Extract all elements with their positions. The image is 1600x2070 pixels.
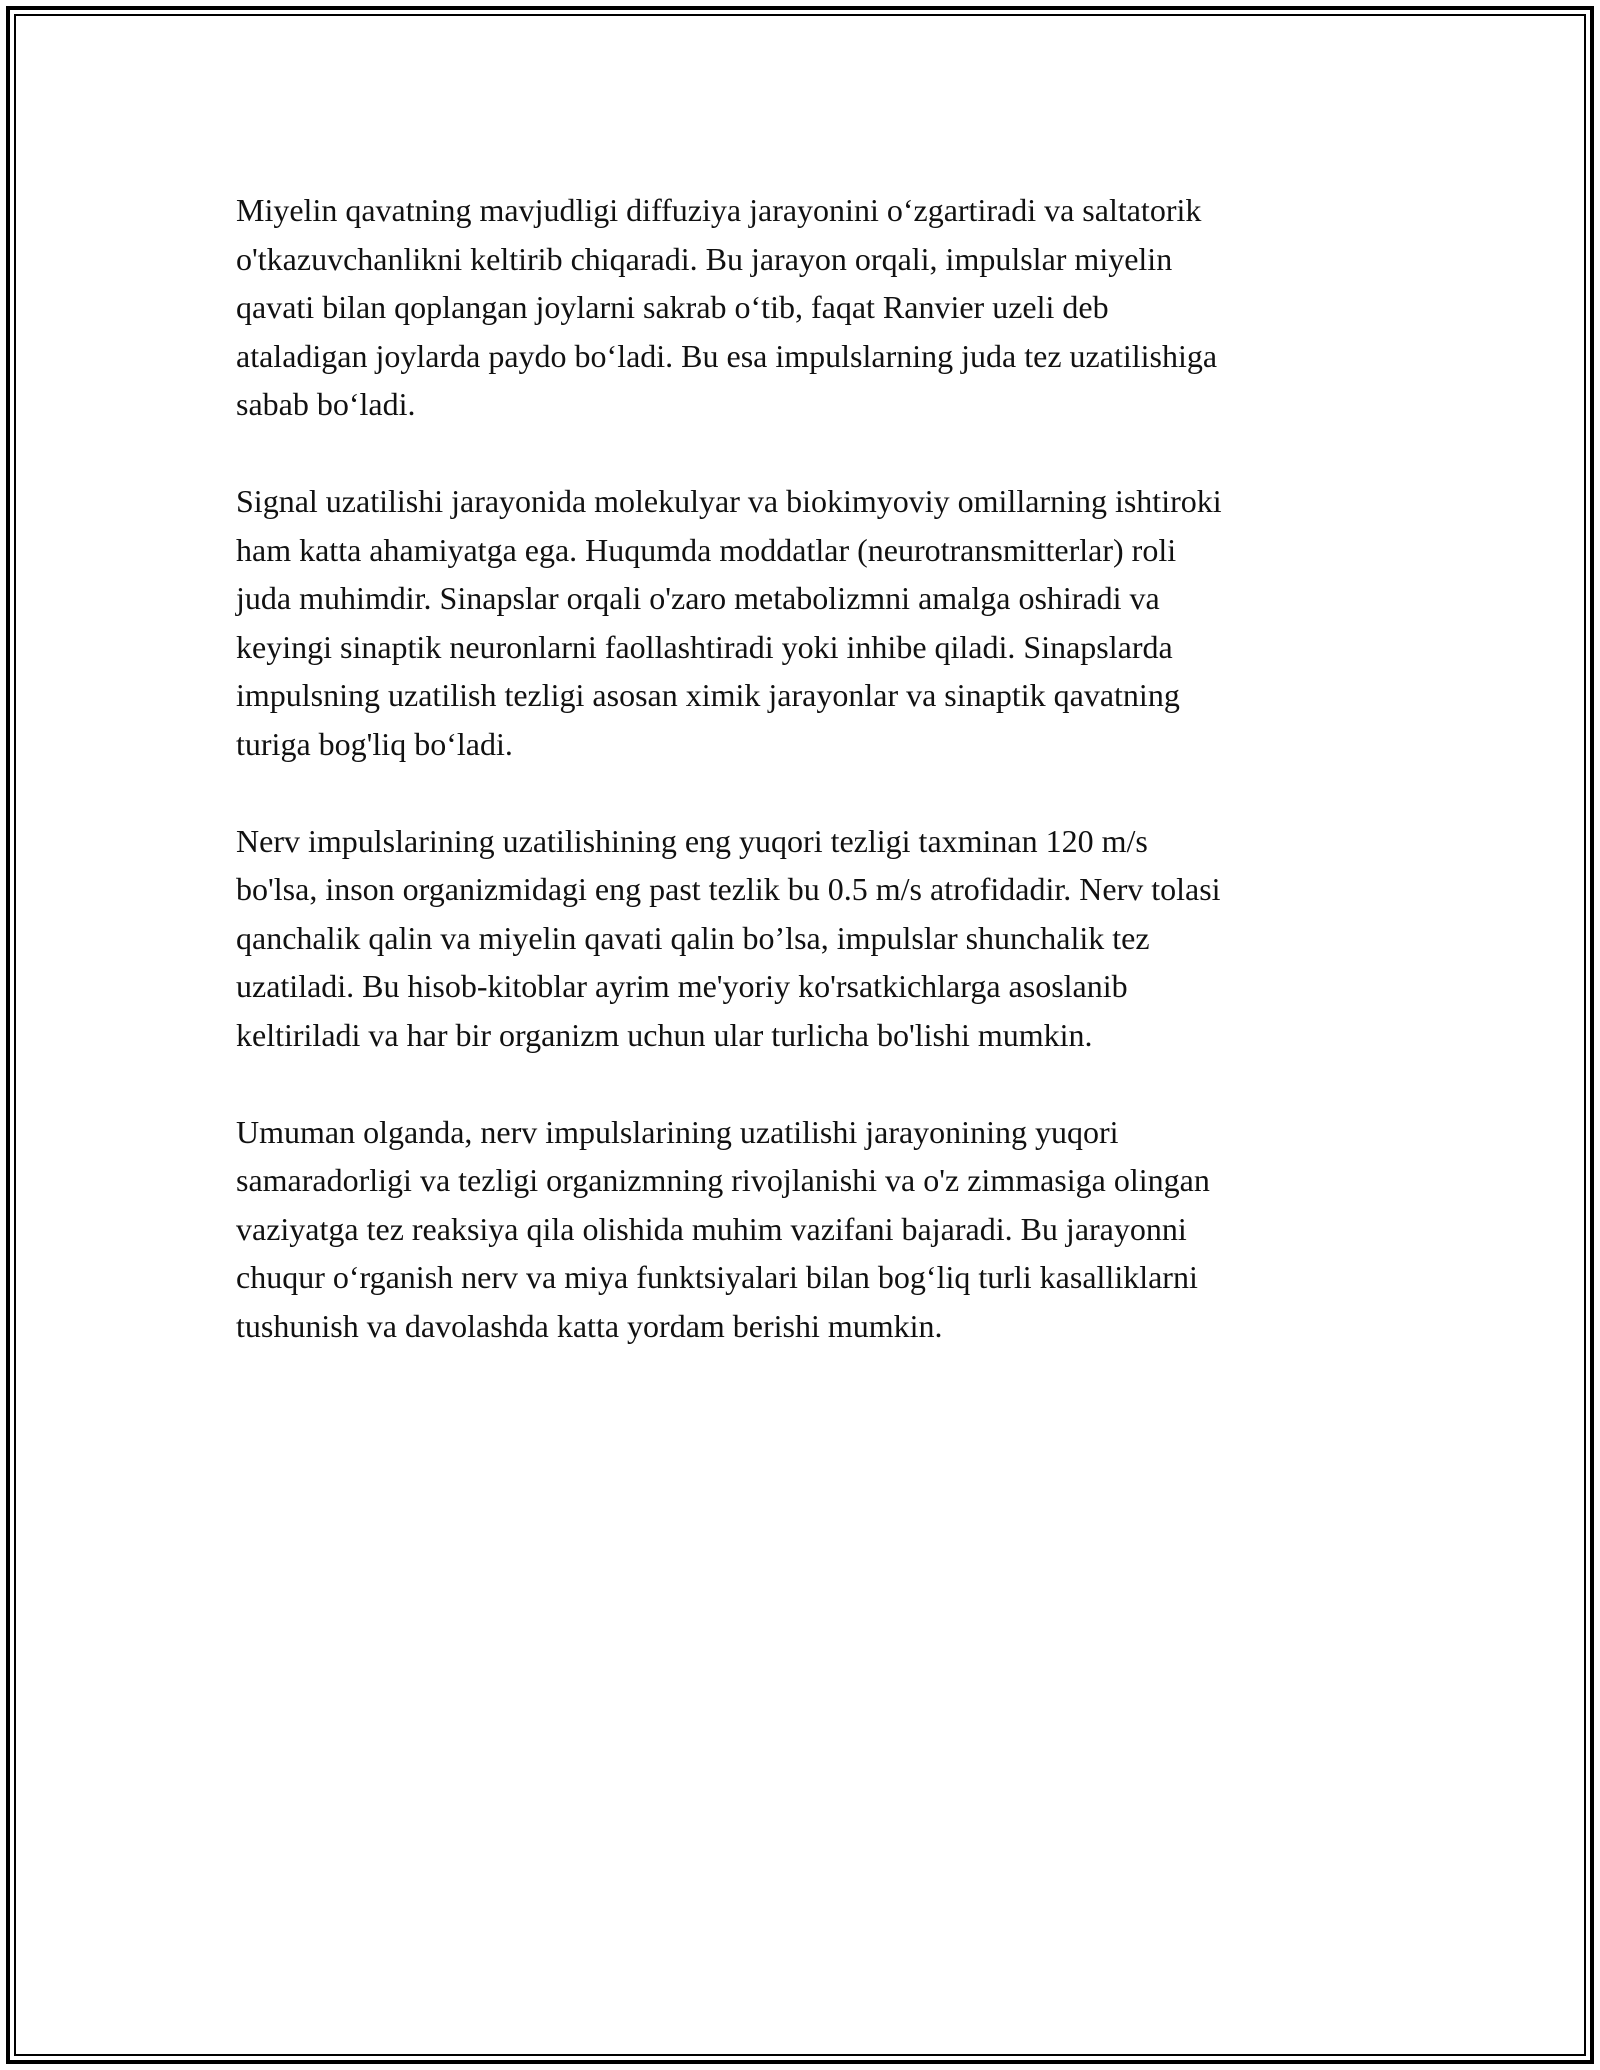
paragraph-conclusion: Umuman olganda, nerv impulslarining uzatilishi jarayonining yuqori samaradorligi va tezligi organizmning rivojlanishi va o'z zimmasiga olingan vaziyatga tez reaksiya qila olishida muhim vazifani bajaradi. Bu jarayonni chuqur o‘rganish nerv va miya funktsiyalari bilan bog‘liq turli kasalliklarni tushunish va davolashda katta yordam berishi mumkin. (236, 1113, 1210, 1344)
document-body (236, 186, 1386, 1399)
paragraph-myelin: Miyelin qavatning mavjudligi diffuziya jarayonini o‘zgartiradi va saltatorik o'tkazuvchanlikni keltirib chiqaradi. Bu jarayon orqali, impulslar miyelin qavati bilan qoplangan joylarni sakrab o‘tib, faqat Ranvier uzeli deb ataladigan joylarda paydo bo‘ladi. Bu esa impulslarning juda tez uzatilishiga sabab bo‘ladi. (236, 192, 1218, 422)
paragraph-signal-transmission: Signal uzatilishi jarayonida molekulyar va biokimyoviy omillarning ishtiroki ham katta ahamiyatga ega. Huqumda moddatlar (neurotransmitterlar) roli juda muhimdir. Sinapslar orqali o'zaro metabolizmni amalga oshiradi va keyingi sinaptik neuronlarni faollashtiradi yoki inhibe qiladi. Sinapslarda impulsning uzatilish tezligi asosan ximik jarayonlar va sinaptik qavatning turiga bog'liq bo‘ladi. (236, 483, 1222, 762)
paragraph-impulse-speed: Nerv impulslarining uzatilishining eng yuqori tezligi taxminan 120 m/s bo'lsa, inson organizmidagi eng past tezlik bu 0.5 m/s atrofidadir. Nerv tolasi qanchalik qalin va miyelin qavati qalin bo’lsa, impulslar shunchalik tez uzatiladi. Bu hisob-kitoblar ayrim me'yoriy ko'rsatkichlarga asoslanib keltiriladi va har bir organizm uchun ular turlicha bo'lishi mumkin. (236, 822, 1221, 1053)
